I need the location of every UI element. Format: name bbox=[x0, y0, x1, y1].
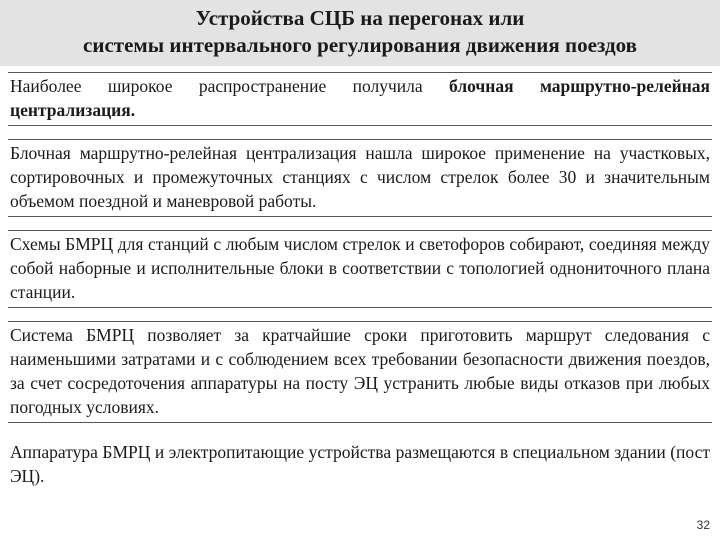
paragraph-3: Схемы БМРЦ для станций с любым числом стрелок и светофоров собирают, соединяя между собой наборные и исполнительные блоки в соответствии с топологией однониточного плана станции. bbox=[8, 230, 712, 308]
title-line-1: Устройства СЦБ на перегонах или bbox=[195, 6, 525, 30]
title-line-2: системы интервального регулирования движения поездов bbox=[83, 33, 637, 57]
paragraph-4: Система БМРЦ позволяет за кратчайшие сроки приготовить маршрут следования с наименьшими затратами и с соблюдением всех требовании безопасности движения поездов, за счет сосредоточения аппаратуры на посту ЭЦ устранить любые виды отказов при любых погодных условиях. bbox=[8, 321, 712, 423]
paragraph-5: Аппаратура БМРЦ и электропитающие устройства размещаются в специальном здании (пост ЭЦ). bbox=[10, 442, 710, 486]
page-number: 32 bbox=[696, 518, 710, 532]
paragraph-1-bold: блочная маршрутно-релейная централизация. bbox=[10, 76, 710, 120]
paragraph-2: Блочная маршрутно-релейная централизация нашла широкое применение на участковых, сортировочных и промежуточных станциях с числом стрелок более 30 и значительным объемом поездной и маневровой работы. bbox=[8, 139, 712, 217]
slide-body bbox=[8, 72, 712, 501]
slide-title bbox=[0, 0, 720, 66]
paragraph-1 bbox=[8, 72, 712, 126]
paragraph-1-text: Наиболее широкое распространение получила bbox=[10, 76, 449, 96]
